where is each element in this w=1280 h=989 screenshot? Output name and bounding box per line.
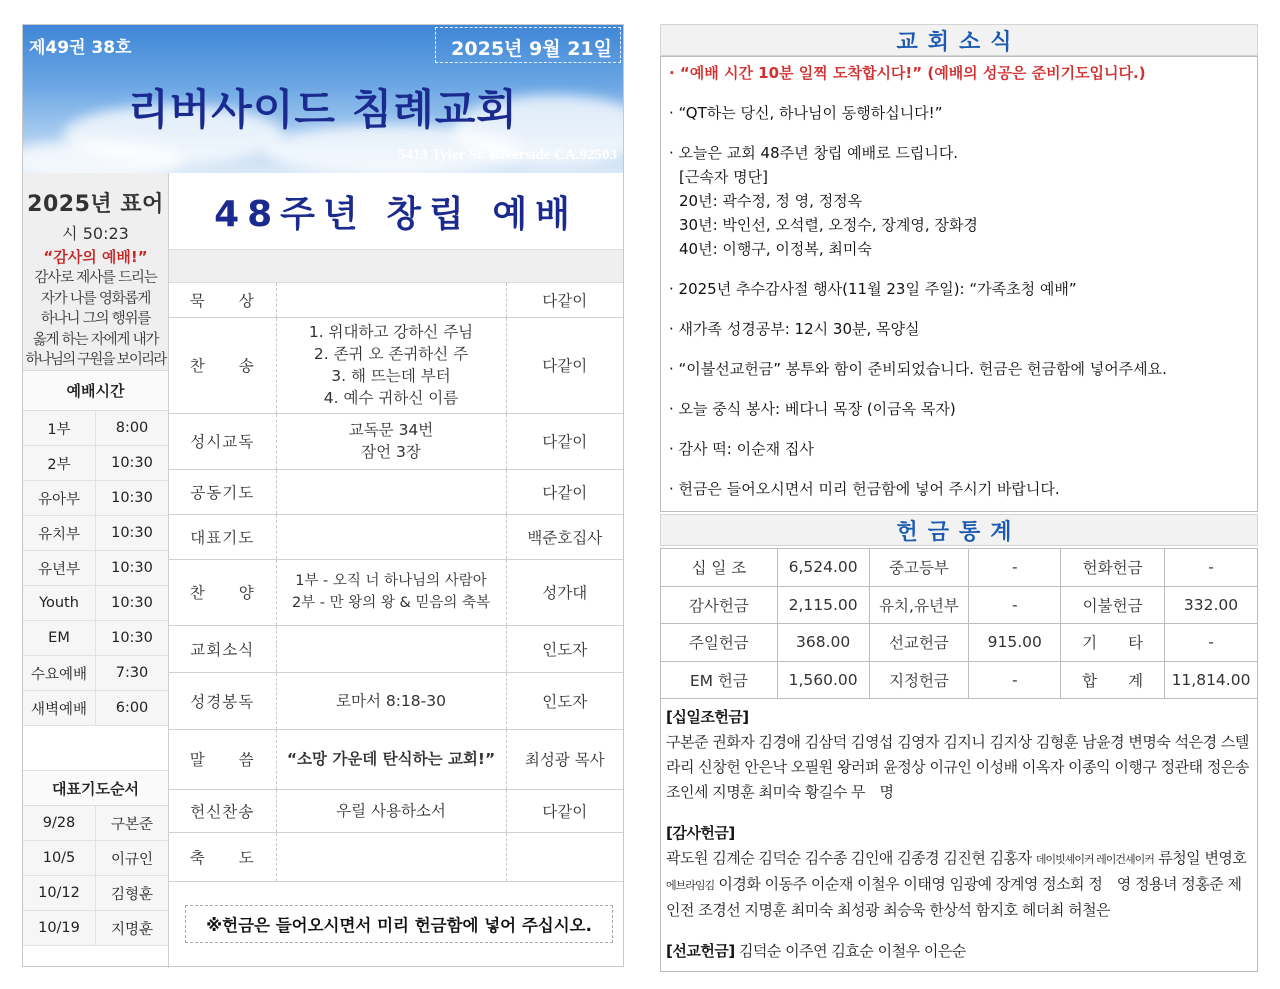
- order-item: 대표기도: [169, 514, 276, 559]
- order-item: 찬 송: [169, 317, 276, 413]
- news-item: · 오늘은 교회 48주년 창립 예배로 드립니다.: [669, 144, 959, 162]
- news-item: · 새가족 성경공부: 12시 30분, 목양실: [669, 320, 920, 338]
- service-name: 1부: [23, 411, 96, 445]
- service-time: 10:30: [111, 560, 153, 576]
- order-row: [169, 559, 623, 625]
- order-content: [276, 559, 506, 625]
- service-name: Youth: [23, 586, 96, 620]
- motto-quote: “감사의 예배!”: [43, 248, 148, 266]
- header-banner: [23, 25, 623, 173]
- motto-verse: [23, 268, 168, 371]
- thanks-names-part: 이경화 이동주 이순재 이철우 이태영 임광예 장계영 정소회 정 영 정용녀 정홍준 제인전 조경선 지명훈 최미숙 최성광 최승욱 한상석 함지호 헤더최 허철은: [666, 875, 1242, 919]
- offering-label: 주일헌금: [661, 624, 778, 662]
- service-name: 유치부: [23, 516, 96, 550]
- offering-label: 이불헌금: [1061, 586, 1165, 624]
- order-item: 묵 상: [169, 283, 276, 317]
- order-leader: 최성광 목사: [506, 729, 623, 789]
- offering-label: 십 일 조: [661, 549, 778, 587]
- offering-row: [661, 624, 1258, 662]
- order-leader: 인도자: [506, 625, 623, 672]
- order-content: [276, 469, 506, 514]
- service-name: 새벽예배: [23, 691, 96, 725]
- prayer-order-list: [23, 806, 168, 946]
- sidebar-gap: [23, 726, 168, 770]
- service-time: 10:30: [111, 455, 153, 471]
- order-content: [276, 413, 506, 469]
- offering-notice: ※헌금은 들어오시면서 미리 헌금함에 넣어 주십시오.: [185, 905, 613, 943]
- order-content: [276, 625, 506, 672]
- order-row: [169, 729, 623, 789]
- offering-amount: -: [1165, 549, 1258, 587]
- sermon-title: “소망 가운데 탄식하는 교회!”: [276, 729, 506, 789]
- order-content: [276, 283, 506, 317]
- offering-label: 기 타: [1061, 624, 1165, 662]
- church-name: 리버사이드 침례교회: [128, 85, 518, 134]
- order-item: 말 씀: [169, 729, 276, 789]
- right-panel: [660, 24, 1258, 989]
- order-leader: 다같이: [506, 317, 623, 413]
- prayer-date: 9/28: [23, 806, 96, 840]
- order-row: [169, 672, 623, 729]
- service-time: 10:30: [111, 525, 153, 541]
- service-time-row: [23, 516, 168, 551]
- service-name: 수요예배: [23, 656, 96, 690]
- service-time-row: [23, 691, 168, 726]
- order-row: [169, 469, 623, 514]
- order-leader: 다같이: [506, 789, 623, 832]
- praise-line: 1부 - 오직 너 하나님의 사람아: [295, 573, 487, 589]
- service-name: 유년부: [23, 551, 96, 585]
- mission-line: [666, 939, 1252, 964]
- offering-title: 헌금통계: [660, 514, 1258, 546]
- order-item: 헌신찬송: [169, 789, 276, 832]
- service-time-row: [23, 411, 168, 446]
- offering-label: 헌화헌금: [1061, 549, 1165, 587]
- order-item: 공동기도: [169, 469, 276, 514]
- thanks-names-part: 곽도원 김계순 김덕순 김수종 김인애 김종경 김진현 김홍자: [666, 849, 1036, 867]
- prayer-date: 10/19: [23, 911, 96, 945]
- praise-line: 2부 - 만 왕의 왕 & 믿음의 축복: [291, 595, 491, 611]
- thanks-names: [666, 846, 1252, 923]
- offering-label: 유치,유년부: [869, 586, 969, 624]
- order-leader: [506, 832, 623, 881]
- thanks-names-part: 류청일 변영호: [1153, 849, 1247, 867]
- offering-label: 선교헌금: [869, 624, 969, 662]
- order-item: 성경봉독: [169, 672, 276, 729]
- service-years-title: [근속자 명단]: [679, 168, 768, 186]
- offering-amount: 368.00: [777, 624, 869, 662]
- thanks-label: [감사헌금]: [666, 824, 735, 842]
- news-title: 교회소식: [660, 24, 1258, 56]
- motto-box: [23, 173, 168, 371]
- prayer-date: 10/12: [23, 876, 96, 910]
- service-time: 10:30: [111, 595, 153, 611]
- order-content: [276, 317, 506, 413]
- volume-label: 제49권 38호: [29, 38, 132, 58]
- order-leader: 인도자: [506, 672, 623, 729]
- offering-amount: 915.00: [969, 624, 1061, 662]
- news-item: · 감사 떡: 이순재 집사: [669, 440, 814, 458]
- prayer-order-title: 대표기도순서: [23, 770, 168, 806]
- verse-line: 옳게 하는 자에게 내가: [32, 331, 159, 348]
- service-time: 10:30: [111, 630, 153, 646]
- order-item: 성시교독: [169, 413, 276, 469]
- order-content: [276, 832, 506, 881]
- news-item: · 오늘 중식 봉사: 베다니 목장 (이금옥 목자): [669, 400, 956, 418]
- order-of-service: [169, 173, 623, 935]
- left-panel: [22, 24, 624, 967]
- service-name: 2부: [23, 446, 96, 480]
- news-item: · “QT하는 당신, 하나님이 동행하십니다!”: [669, 104, 943, 122]
- order-leader: 백준호집사: [506, 514, 623, 559]
- order-row: [169, 625, 623, 672]
- prayer-order-row: [23, 911, 168, 946]
- service-years-30: 30년: 박인선, 오석렬, 오정수, 장계영, 장화경: [679, 216, 978, 234]
- tithe-names: 구본준 권화자 김경애 김삼덕 김영섭 김영자 김지니 김지상 김형훈 남윤경 변명숙 석은경 스텔라리 신창헌 안은낙 오필원 왕러퍼 윤정상 이규인 이성배 이옥자 이종익 이행구 정관태 정은송 조인세 지명훈 최미숙 황길수 무 명: [666, 733, 1249, 801]
- news-item: · 헌금은 들어오시면서 미리 헌금함에 넣어 주시기 바랍니다.: [669, 480, 1060, 498]
- offering-row: [661, 586, 1258, 624]
- service-time-row: [23, 656, 168, 691]
- offering-total: 11,814.00: [1165, 661, 1258, 699]
- mission-label: [선교헌금]: [666, 942, 735, 960]
- offering-amount: 6,524.00: [777, 549, 869, 587]
- offering-amount: -: [1165, 624, 1258, 662]
- hymn-line: 3. 해 뜨는데 부터: [331, 367, 451, 385]
- thanks-names-small: 에브라임김: [666, 879, 715, 892]
- offering-amount: -: [969, 661, 1061, 699]
- service-times-title: 예배시간: [23, 371, 168, 411]
- offering-label: 중고등부: [869, 549, 969, 587]
- verse-line: 감사로 제사를 드리는: [34, 270, 157, 286]
- offering-label: 합 계: [1061, 661, 1165, 699]
- offering-amount: 1,560.00: [777, 661, 869, 699]
- order-leader: 성가대: [506, 559, 623, 625]
- service-time-row: [23, 621, 168, 656]
- prayer-name: 김형훈: [110, 886, 154, 903]
- prayer-name: 구본준: [110, 816, 154, 833]
- offering-row: [661, 549, 1258, 587]
- donor-list: [660, 699, 1258, 972]
- service-years-40: 40년: 이행구, 이정복, 최미숙: [679, 240, 872, 258]
- service-time: 10:30: [111, 490, 153, 506]
- mission-names: 김덕순 이주연 김효순 이철우 이은순: [734, 942, 966, 960]
- offering-amount: -: [969, 549, 1061, 587]
- offering-amount: 2,115.00: [777, 586, 869, 624]
- hymn-line: 4. 예수 귀하신 이름: [323, 389, 459, 407]
- prayer-order-row: [23, 841, 168, 876]
- title-divider: [169, 249, 623, 283]
- service-time-row: [23, 481, 168, 516]
- verse-line: 하나니 그의 행위를: [40, 311, 151, 327]
- hymn-line: 2. 존귀 오 존귀하신 주: [313, 345, 469, 363]
- offering-label: 지정헌금: [869, 661, 969, 699]
- offering-table: [660, 548, 1258, 699]
- hymn-line: 1. 위대하고 강하신 주님: [308, 323, 474, 341]
- order-table: [169, 283, 623, 882]
- service-time-row: [23, 551, 168, 586]
- bulletin-date: 2025년 9월 21일: [435, 27, 621, 63]
- service-name: 유아부: [23, 481, 96, 515]
- service-name: EM: [23, 621, 96, 655]
- order-content: 로마서 8:18-30: [276, 672, 506, 729]
- motto-reference: 시 50:23: [62, 224, 129, 243]
- news-item: · “예배 시간 10분 일찍 도착합시다!” (예배의 성공은 준비기도입니다.): [669, 64, 1146, 82]
- order-item: 축 도: [169, 832, 276, 881]
- service-time: 7:30: [115, 665, 149, 681]
- order-row: [169, 283, 623, 317]
- service-title: 48주년 창립 예배: [214, 193, 578, 235]
- motto-year-title: 2025년 표어: [27, 192, 164, 217]
- order-leader: 다같이: [506, 469, 623, 514]
- service-time: 8:00: [115, 420, 149, 436]
- tithe-label: [십일조헌금]: [666, 708, 749, 726]
- prayer-date: 10/5: [23, 841, 96, 875]
- news-box: [660, 56, 1258, 512]
- order-row: [169, 789, 623, 832]
- prayer-order-row: [23, 876, 168, 911]
- verse-line: 자가 나를 영화롭게: [40, 290, 151, 307]
- reading-line: 교독문 34번: [348, 421, 434, 439]
- offering-amount: -: [969, 586, 1061, 624]
- order-row: [169, 514, 623, 559]
- offering-row: [661, 661, 1258, 699]
- order-leader: 다같이: [506, 283, 623, 317]
- order-row: [169, 317, 623, 413]
- order-item: 찬 양: [169, 559, 276, 625]
- reading-line: 잠언 3장: [361, 443, 421, 461]
- order-content: [276, 514, 506, 559]
- church-address: 5413 Tyler St. Riverside CA.92503: [397, 147, 617, 163]
- sidebar: [23, 173, 169, 968]
- order-item: 교회소식: [169, 625, 276, 672]
- news-item: · “이불선교헌금” 봉투와 함이 준비되었습니다. 헌금은 헌금함에 넣어주세요.: [669, 360, 1167, 378]
- news-item: · 2025년 추수감사절 행사(11월 23일 주일): “가족초청 예배”: [669, 280, 1077, 298]
- service-time-row: [23, 586, 168, 621]
- offering-label: 감사헌금: [661, 586, 778, 624]
- offering-amount: 332.00: [1165, 586, 1258, 624]
- prayer-order-row: [23, 806, 168, 841]
- prayer-name: 이규인: [110, 851, 154, 868]
- order-row: [169, 413, 623, 469]
- service-time: 6:00: [115, 700, 149, 716]
- order-leader: 다같이: [506, 413, 623, 469]
- thanks-names-small: 데이빗셰이커 레이건셰이커: [1035, 853, 1154, 866]
- service-times-list: [23, 411, 168, 726]
- verse-line: 하나님의 구원을 보이리라: [25, 352, 166, 368]
- prayer-name: 지명훈: [110, 921, 154, 938]
- offering-label: EM 헌금: [661, 661, 778, 699]
- order-row: [169, 832, 623, 881]
- service-time-row: [23, 446, 168, 481]
- service-years-20: 20년: 곽수정, 정 영, 정정옥: [679, 192, 863, 210]
- order-content: 우릴 사용하소서: [276, 789, 506, 832]
